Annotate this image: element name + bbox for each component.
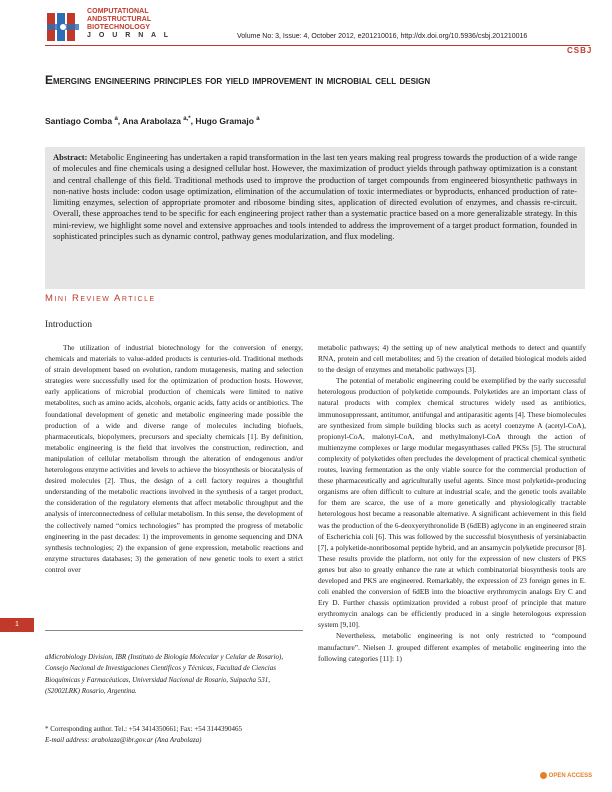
- corresponding-author: [45, 724, 303, 746]
- corresponding-line: * Corresponding author. Tel.: +54 3414350661; Fax: +54 3144390465: [45, 725, 243, 733]
- journal-logo-icon: [45, 11, 83, 43]
- paragraph: The potential of metabolic engineering could be exemplified by the early successful heterologous production of polyketide compounds. Polyketides are an important class of natural products with complex chemical structures widely used as antibiotics, immunosuppressant, antitumor, antifungal and antiparasitic agents [4]. These biomolecules are synthesized from simple building blocks such as acetyl coenzyme A (acetyl-CoA), propionyl-CoA, malonyl-CoA, and methylmalonyl-CoA through the action of multienzyme complexes or large modular megasynthases called PKSs [5]. The structural complexity of polyketides often precludes the development of practical chemical synthetic routes, leaving fermentation as the only viable source for the commercial production of these pharmaceutically and agriculturally useful agents. Since most polyketide-producing organisms are often difficult to culture at industrial scale, and the genetic tools available for them are scarce, the use of a more genetically and physiologically tractable heterologous host became a reasonable alternative. A significant achievement in this field was the production of the 6-deoxyerythronolide B (6dEB) aglycone in an engineered strain of Escherichia coli [6]. This was followed by the successful biosynthesis of yersiniabactin [7], a polyketide-nonribosomal peptide hybrid, and an ansamycin polyketide precursor [8]. These results provide the platform, not only for the expression of new clusters of PKS genes but also to greatly enhance the rate at which combinatorial biosynthesis tools are developed and PKS are engineered. Remarkably, the expression of 23 foreign genes in E. coli enabled the conversion of 6dEB into the bioactive erythromycin analogs Ery C and Ery D. Further chassis optimization provided a robust proof of principle that mature erythromycin analogs can be efficiently produced in a single heterologous expression system [9,10].: [318, 376, 586, 630]
- abstract-text: Metabolic Engineering has undertaken a rapid transformation in the last ten years making real progress towards the production of a wide range of molecules and fine chemicals using a designed cellular host. However, the maximization of product yields through pathway optimization is a constant and central challenge of this field. Traditional methods used to improve the production of target compounds from engineered biosynthetic pathways in non-native hosts include: codon usage optimization, elimination of the accumulation of toxic intermediates or byproducts, enhanced production of rate-limiting enzymes, selection of appropriate promoter and ribosome binding sites, application of directed evolution of enzymes, and chassis re-circuit. Overall, these approaches tend to be specific for each engineering project rather than a systematic practice based on a more generalizable strategy. In this mini-review, we highlight some novel and extensive approaches and tools intended to address the improvement of a target product formation, founded in sophisticated principles such as dynamic control, pathway genes modularization, and flux modeling.: [53, 152, 577, 242]
- open-access-icon: [540, 772, 547, 779]
- section-heading: Introduction: [45, 320, 92, 330]
- open-access-badge[interactable]: OPEN ACCESS: [540, 772, 592, 779]
- body-column-right: [318, 342, 586, 664]
- paragraph: metabolic pathways; 4) the setting up of new analytical methods to detect and quantify RNA, protein and cell metabolites; and 5) the creation of detailed biological models aided to the design of enzymes and metabolic pathways [3].: [318, 343, 586, 375]
- footnote-rule: [45, 630, 303, 631]
- journal-tab: CSBJ: [567, 46, 593, 55]
- article-type: Mini Review Article: [45, 293, 156, 304]
- paper-title: Emerging engineering principles for yield improvement in microbial cell design: [45, 73, 431, 87]
- volume-line: Volume No: 3, Issue: 4, October 2012, e201210016, http://dx.doi.org/10.5936/csbj.201210016: [237, 33, 528, 40]
- body-column-left: The utilization of industrial biotechnology for the conversion of energy, chemicals and materials to value-added products is centuries-old. Traditional methods of strain development based on evolution, random mutagenesis, mating and selection strategies were successfully used for the optimization of production hosts. However, early applications of microbial production of chemicals were limited to native metabolites, such as amino acids, alcohols, organic acids, fatty acids or antibiotics. The foundational development of genetic and metabolic engineering made possible the production of a wide and diverse range of molecules including biofuels, pharmaceuticals, biopolymers, precursors and specialty chemicals [1]. By definition, metabolic engineering is the field that involves the construction, redirection, and manipulation of cellular metabolism through the alteration of endogenous and/or heterologous enzyme activities and levels to achieve the biosynthesis or biocatalysis of desired molecules [2]. Thus, the design of a cell factory requires a thoughtful understanding of the metabolic reactions involved in the synthesis of a target product, the consideration of the regulatory elements that affect metabolic throughput and the analysis of interconnectedness of cellular metabolism. In this sense, the development of the collectively named “omics technologies” has prompted the progress of metabolic engineering in the past decades: 1) the improvements in genome sequencing and DNA synthesis technologies; 2) the expansion of gene expression, metabolic reactions and enzyme structures databases; 3) the generation of new genetic tools to exert a strict control over: [45, 343, 303, 574]
- abstract-box: [45, 147, 585, 289]
- paragraph: Nevertheless, metabolic engineering is not only restricted to “compound manufacture”. Nielsen J. grouped different examples of metabolic engineering into the following categories [11]: 1): [318, 631, 586, 663]
- header-rule: [45, 45, 590, 46]
- authors: Santiago Comba $^a$, Ana Arabolaza $^{a,*}$, Hugo Gramajo $^a$: [45, 116, 260, 126]
- journal-name: COMPUTATIONAL ANDSTRUCTURAL BIOTECHNOLOGY J O U R N A L: [87, 8, 171, 39]
- affiliation-footnote: aMicrobiology Division, IBR (Instituto de Biología Molecular y Celular de Rosario), Consejo Nacional de Investigaciones Científicos y Técnicas, Facultad de Ciencias Bioquímicas y Farmacéuticas, Universidad Nacional de Rosario, Suipacha 531, (S2002LRK) Rosario, Argentina.: [45, 653, 284, 696]
- abstract-label: Abstract:: [53, 152, 88, 162]
- page-number: 1: [0, 618, 34, 632]
- email-line: E-mail address: arabolaza@ibr.gov.ar (Ana Arabolaza): [45, 736, 202, 744]
